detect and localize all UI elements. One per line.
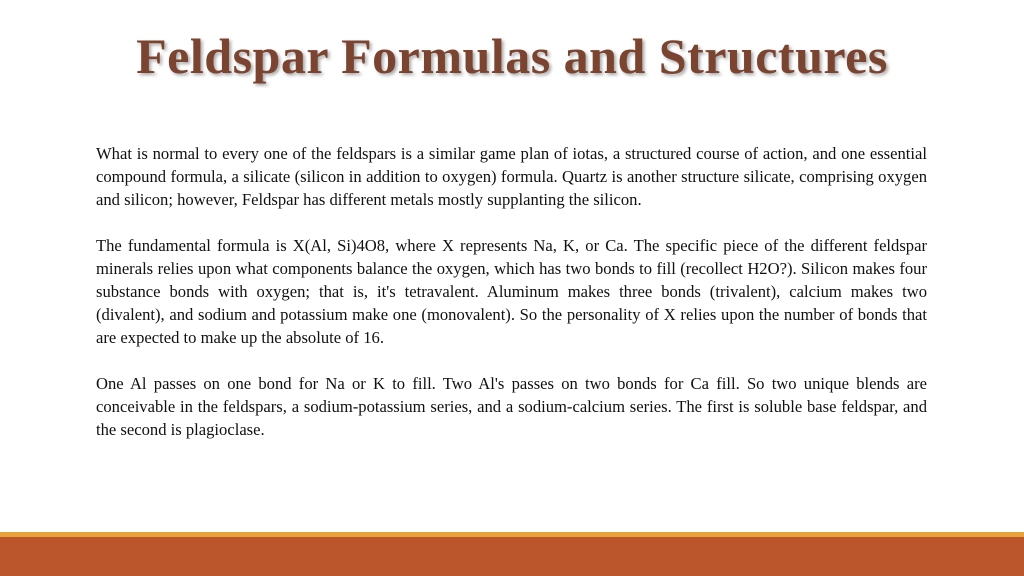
paragraph-1: What is normal to every one of the feldspars is a similar game plan of iotas, a structured course of action, and one essential compound formula, a silicate (silicon in addition to oxygen) formula. Quartz is another structure silicate, comprising oxygen and silicon; however, Feldspar has different metals mostly supplanting the silicon. xyxy=(96,144,927,209)
paragraph-3: One Al passes on one bond for Na or K to fill. Two Al's passes on two bonds for Ca fill. So two unique blends are conceivable in the feldspars, a sodium-potassium series, and a sodium-calcium series. The first is soluble base feldspar, and the second is plagioclase. xyxy=(96,374,927,439)
paragraph-2: The fundamental formula is X(Al, Si)4O8, where X represents Na, K, or Ca. The specific piece of the different feldspar minerals relies upon what components balance the oxygen, which has two bonds to fill (recollect H2O?). Silicon makes four substance bonds with oxygen; that is, it's tetravalent. Aluminum makes three bonds (trivalent), calcium makes two (divalent), and sodium and potassium make one (monovalent). So the personality of X relies upon the number of bonds that are expected to make up the absolute of 16. xyxy=(96,236,927,347)
slide-title: Feldspar Formulas and Structures xyxy=(136,28,888,84)
slide-body xyxy=(96,142,927,464)
footer-band xyxy=(0,537,1024,576)
